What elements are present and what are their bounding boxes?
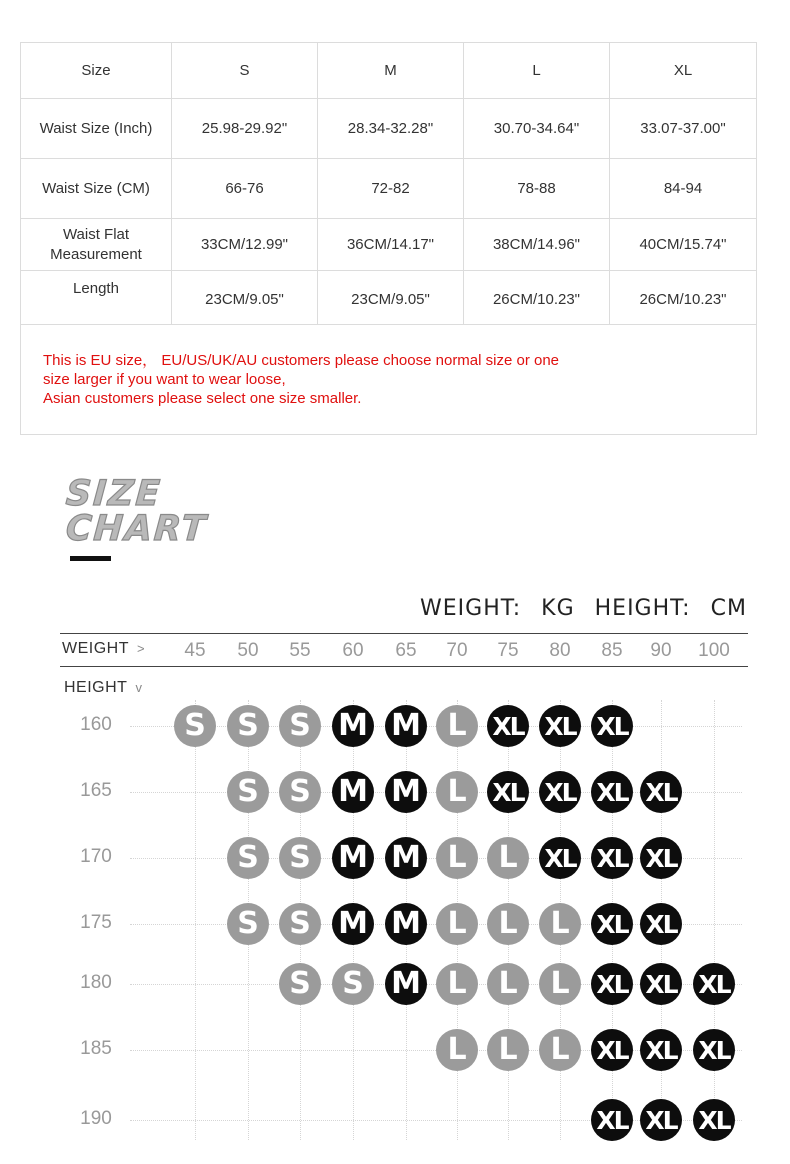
row-label-line: Waist Size (CM): [42, 179, 150, 197]
size-badge-xl: XL: [487, 771, 529, 813]
note-line: size larger if you want to wear loose,: [43, 371, 286, 388]
size-badge-xl: XL: [640, 1029, 682, 1071]
table-cell: 72-82: [318, 159, 464, 219]
size-badge-xl: XL: [539, 771, 581, 813]
size-badge-l: L: [436, 837, 478, 879]
size-badge-xl: XL: [539, 837, 581, 879]
size-badge-xl: XL: [693, 1099, 735, 1141]
size-badge-s: S: [279, 705, 321, 747]
size-badge-l: L: [487, 903, 529, 945]
grid-vline: [195, 700, 196, 1140]
weight-tick: 75: [497, 640, 519, 661]
size-badge-xl: XL: [591, 837, 633, 879]
size-badge-s: S: [332, 963, 374, 1005]
size-badge-m: M: [385, 705, 427, 747]
header-cell: XL: [610, 43, 757, 99]
size-badge-s: S: [279, 903, 321, 945]
size-badge-m: M: [332, 903, 374, 945]
row-label-line: Length: [73, 280, 119, 297]
table-cell: 84-94: [610, 159, 757, 219]
weight-tick: 85: [601, 640, 623, 661]
height-tick: 180: [80, 972, 112, 993]
table-cell: 40CM/15.74": [610, 219, 757, 271]
size-badge-s: S: [227, 705, 269, 747]
table-header-row: [21, 43, 757, 99]
size-badge-s: S: [227, 903, 269, 945]
height-tick: 185: [80, 1038, 112, 1059]
size-badge-xl: XL: [591, 771, 633, 813]
table-row: [21, 271, 757, 325]
row-label: [21, 219, 172, 271]
size-badge-s: S: [279, 771, 321, 813]
weight-label-text: WEIGHT: [62, 640, 129, 657]
table-cell: 66-76: [172, 159, 318, 219]
size-badge-s: S: [279, 837, 321, 879]
row-label-line: Waist Size (Inch): [39, 119, 153, 137]
row-label-line: Waist Flat: [62, 225, 130, 243]
chart-title-line2: CHART: [64, 509, 209, 549]
size-badge-l: L: [487, 837, 529, 879]
table-note-row: [21, 325, 757, 435]
weight-tick: 50: [237, 640, 259, 661]
row-label: [21, 99, 172, 159]
header-cell: L: [464, 43, 610, 99]
table-cell: 33CM/12.99": [172, 219, 318, 271]
height-axis-label: [64, 679, 142, 697]
table-cell: 30.70-34.64": [464, 99, 610, 159]
size-badge-xl: XL: [539, 705, 581, 747]
weight-tick: 100: [698, 640, 730, 661]
note-line: This is EU size， EU/US/UK/AU customers please choose normal size or one: [43, 352, 560, 369]
table-cell: 28.34-32.28": [318, 99, 464, 159]
table-row: [21, 99, 757, 159]
row-label: [21, 271, 172, 325]
size-badge-xl: XL: [640, 963, 682, 1005]
note-line: Asian customers please select one size smaller.: [43, 390, 362, 407]
size-badge-xl: XL: [591, 963, 633, 1005]
size-badge-s: S: [227, 837, 269, 879]
size-badge-m: M: [332, 705, 374, 747]
weight-axis-label: [62, 640, 145, 658]
height-label-text: HEIGHT: [64, 679, 128, 696]
size-badge-s: S: [279, 963, 321, 1005]
size-badge-m: M: [385, 963, 427, 1005]
header-cell: Size: [21, 43, 172, 99]
table-cell: 26CM/10.23": [610, 271, 757, 325]
weight-tick: 80: [549, 640, 571, 661]
size-badge-l: L: [487, 963, 529, 1005]
table-cell: 78-88: [464, 159, 610, 219]
size-badge-xl: XL: [640, 903, 682, 945]
table-cell: 26CM/10.23": [464, 271, 610, 325]
row-label-line: Measurement: [50, 245, 142, 263]
size-badge-xl: XL: [591, 1099, 633, 1141]
weight-tick: 90: [650, 640, 672, 661]
size-badge-xl: XL: [487, 705, 529, 747]
right-arrow-icon: >: [137, 641, 146, 656]
row-label: [21, 159, 172, 219]
weight-tick: 65: [395, 640, 417, 661]
height-tick: 160: [80, 714, 112, 735]
size-badge-l: L: [487, 1029, 529, 1071]
size-table: [20, 42, 757, 435]
height-tick: 190: [80, 1108, 112, 1129]
size-badge-xl: XL: [693, 963, 735, 1005]
height-tick: 170: [80, 846, 112, 867]
header-cell: S: [172, 43, 318, 99]
size-badge-m: M: [385, 771, 427, 813]
size-badge-xl: XL: [591, 903, 633, 945]
table-cell: 25.98-29.92": [172, 99, 318, 159]
size-note: [21, 325, 757, 435]
size-badge-l: L: [436, 771, 478, 813]
size-badge-l: L: [539, 963, 581, 1005]
weight-tick: 45: [184, 640, 206, 661]
chart-title-line1: SIZE: [64, 474, 163, 514]
size-badge-m: M: [332, 771, 374, 813]
size-badge-xl: XL: [591, 705, 633, 747]
header-rule-top: [60, 633, 748, 634]
weight-tick: 70: [446, 640, 468, 661]
grid-vline: [714, 700, 715, 1140]
size-badge-xl: XL: [640, 837, 682, 879]
table-row: [21, 159, 757, 219]
size-badge-l: L: [436, 1029, 478, 1071]
size-badge-xl: XL: [640, 771, 682, 813]
table-cell: 38CM/14.96": [464, 219, 610, 271]
size-badge-xl: XL: [640, 1099, 682, 1141]
size-badge-xl: XL: [591, 1029, 633, 1071]
title-underline: [70, 556, 111, 561]
size-badge-l: L: [436, 963, 478, 1005]
size-badge-l: L: [539, 903, 581, 945]
table-cell: 23CM/9.05": [318, 271, 464, 325]
header-cell: M: [318, 43, 464, 99]
height-tick: 175: [80, 912, 112, 933]
table-cell: 33.07-37.00": [610, 99, 757, 159]
height-tick: 165: [80, 780, 112, 801]
header-rule-bottom: [60, 666, 748, 667]
down-arrow-icon: v: [135, 680, 143, 695]
size-badge-m: M: [385, 837, 427, 879]
size-badge-m: M: [385, 903, 427, 945]
size-badge-l: L: [436, 903, 478, 945]
size-badge-m: M: [332, 837, 374, 879]
table-row: [21, 219, 757, 271]
size-badge-l: L: [539, 1029, 581, 1071]
weight-tick: 55: [289, 640, 311, 661]
size-badge-s: S: [174, 705, 216, 747]
size-badge-l: L: [436, 705, 478, 747]
units-label: WEIGHT: KG HEIGHT: CM: [420, 596, 747, 621]
table-cell: 23CM/9.05": [172, 271, 318, 325]
table-cell: 36CM/14.17": [318, 219, 464, 271]
weight-tick: 60: [342, 640, 364, 661]
size-badge-xl: XL: [693, 1029, 735, 1071]
size-badge-s: S: [227, 771, 269, 813]
